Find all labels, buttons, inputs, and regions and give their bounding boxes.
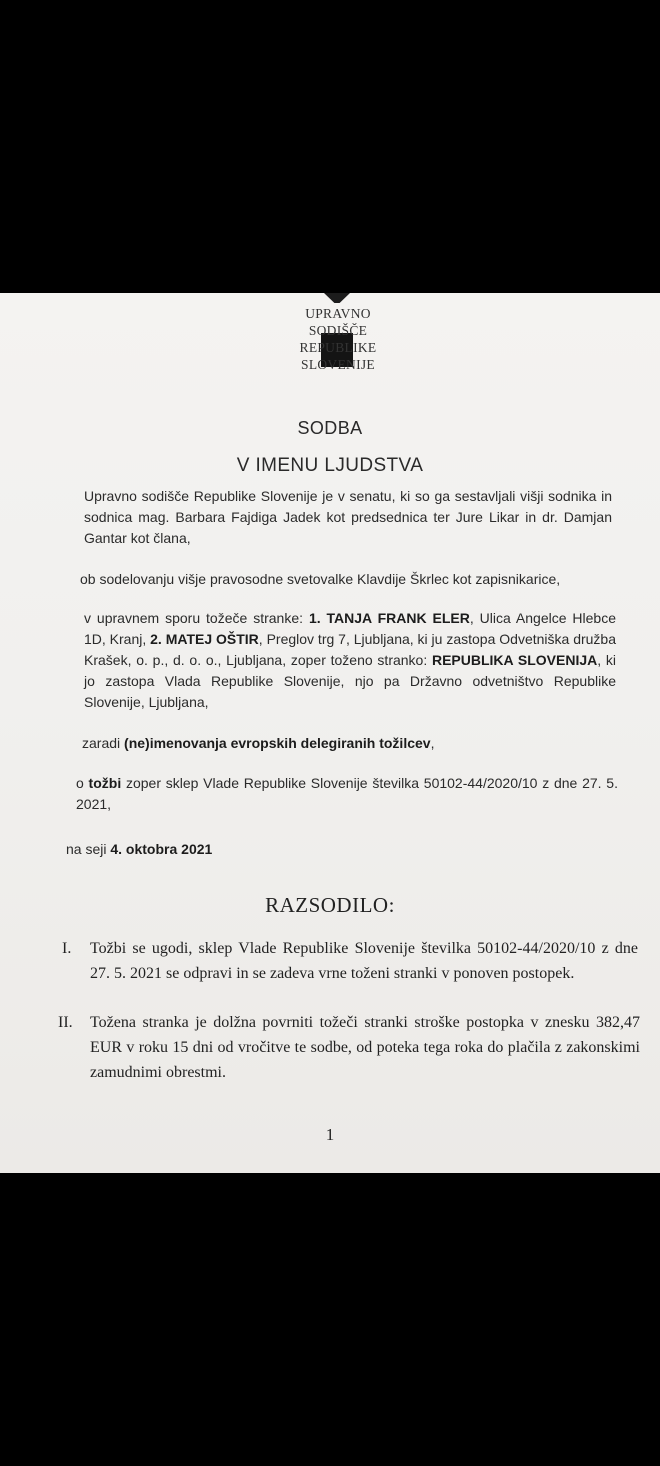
court-name (276, 305, 400, 373)
parties-text-e: , Preglov trg 7, Ljubljana, ki ju zastopa Odvetniška družba Krašek, o. p., d. o. o., Ljubljana, zoper toženo stranko: (84, 631, 616, 668)
court-name-line1: UPRAVNO SODIŠČE (305, 306, 371, 338)
defendant-name: REPUBLIKA SLOVENIJA (431, 652, 598, 668)
matter-paragraph (76, 733, 616, 754)
document-title: SODBA (297, 418, 363, 438)
parties-paragraph (78, 608, 616, 713)
action-keyword: tožbi (88, 775, 122, 791)
action-paragraph (70, 773, 618, 815)
action-text-a: o (76, 775, 89, 791)
court-name-line2: REPUBLIKE SLOVENIJE (299, 340, 377, 372)
senate-paragraph: Upravno sodišče Republike Slovenije je v senatu, ki so ga sestavljali višji sodnika in sodnica mag. Barbara Fajdiga Jadek kot predsednica ter Jure Likar in dr. Damjan Gantar kot člana, (84, 488, 612, 546)
ruling-text: Tožena stranka je dolžna povrniti tožeči stranki stroške postopka v znesku 382,47 EUR v roku 15 dni od vročitve te sodbe, od poteka tega roka do plačila z zakonskimi zamudnimi obrestmi. (90, 1014, 640, 1081)
plaintiff-2-name: 2. MATEJ OŠTIR (150, 631, 259, 647)
emblem-top-mark (324, 293, 350, 303)
session-paragraph (66, 839, 606, 860)
page-number: 1 (325, 1125, 335, 1144)
ruling-heading: RAZSODILO: (265, 893, 395, 917)
ruling-number: II. (58, 1014, 73, 1031)
session-text-a: na seji (66, 841, 111, 857)
parties-text-c: , Ulica Angelce Hlebce 1D, Kranj, (84, 610, 616, 647)
parties-text-a: v upravnem sporu tožeče stranke: (84, 610, 309, 626)
matter-text-c: , (430, 735, 435, 751)
ruling-number: I. (62, 940, 72, 957)
matter-text-a: zaradi (82, 735, 125, 751)
ruling-item (62, 936, 642, 996)
ruling-text: Tožbi se ugodi, sklep Vlade Republike Slovenije številka 50102-44/2020/10 z dne 27. 5. 2021 se odpravi in se zadeva vrne toženi stranki v ponoven postopek. (90, 940, 638, 982)
action-text-c: zoper sklep Vlade Republike Slovenije številka 50102-44/2020/10 z dne 27. 5. 2021, (76, 775, 618, 812)
document-page (0, 293, 660, 1173)
parties-text-g: , ki jo zastopa Vlada Republike Slovenije, njo pa Državno odvetništvo Republike Slovenije, Ljubljana, (84, 652, 617, 710)
plaintiff-1-name: 1. TANJA FRANK ELER (308, 610, 470, 626)
recorder-paragraph: ob sodelovanju višje pravosodne svetovalke Klavdije Škrlec kot zapisnikarice, (80, 571, 561, 587)
session-date: 4. oktobra 2021 (110, 841, 213, 857)
matter-subject: (ne)imenovanja evropskih delegiranih tožilcev (124, 735, 431, 751)
document-subtitle: V IMENU LJUDSTVA (236, 455, 424, 476)
ruling-item (58, 1010, 642, 1090)
